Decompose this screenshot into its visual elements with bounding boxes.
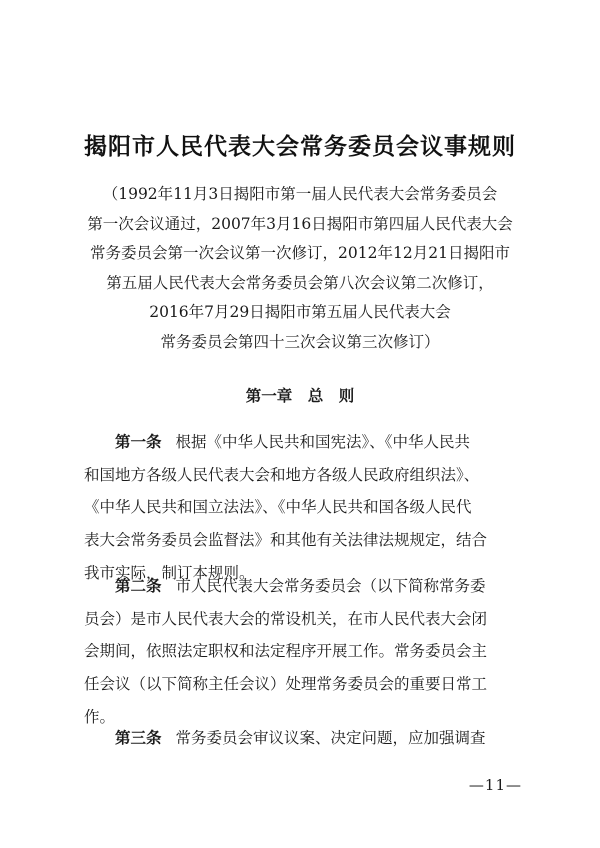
article-line: 员会）是市人民代表大会的常设机关，在市人民代表大会闭 (84, 609, 488, 628)
chapter-heading: 第一章 总 则 (245, 387, 355, 405)
document-title: 揭阳市人民代表大会常务委员会议事规则 (84, 134, 516, 160)
article-line: 作。 (84, 707, 116, 726)
article-line: 《中华人民共和国立法法》、《中华人民共和国各级人民代 (84, 498, 472, 517)
adoption-history-line: 第五届人民代表大会常务委员会第八次会议第二次修订， (106, 273, 494, 292)
article-text: 根据《中华人民共和国宪法》、《中华人民共 (175, 433, 471, 451)
adoption-history-line: 2016年7月29日揭阳市第五届人民代表大会 (149, 303, 451, 321)
article-line: 和国地方各级人民代表大会和地方各级人民政府组织法》、 (84, 465, 480, 484)
page-number: —11— (468, 776, 522, 794)
adoption-history-line: 常务委员会第一次会议第一次修订，2012年12月21日揭阳市 (90, 244, 510, 262)
adoption-history-line: 常务委员会第四十三次会议第三次修订） (160, 332, 440, 351)
article-line: 我市实际，制订本规则。 (84, 563, 255, 582)
article-line (84, 426, 524, 459)
article-line (84, 570, 524, 603)
article-2 (84, 570, 524, 734)
article-line: 任会议（以下简称主任会议）处理常务委员会的重要日常工 (84, 675, 488, 694)
article-text: 常务委员会审议议案、决定问题，应加强调查 (175, 729, 486, 747)
article-label: 第三条 (115, 729, 162, 747)
article-3 (84, 722, 524, 755)
article-1 (84, 426, 524, 590)
adoption-history-line: 第一次会议通过，2007年3月16日揭阳市第四届人民代表大会 (87, 214, 513, 233)
article-line (84, 722, 524, 755)
article-line: 会期间，依照法定职权和法定程序开展工作。常务委员会主 (84, 642, 488, 661)
adoption-history (60, 180, 540, 357)
adoption-history-line: （1992年11月3日揭阳市第一届人民代表大会常务委员会 (102, 185, 498, 203)
article-text: 市人民代表大会常务委员会（以下简称常务委 (175, 577, 486, 595)
article-line: 表大会常务委员会监督法》和其他有关法律法规规定，结合 (84, 531, 488, 550)
article-label: 第一条 (115, 433, 162, 451)
article-label: 第二条 (115, 577, 162, 595)
